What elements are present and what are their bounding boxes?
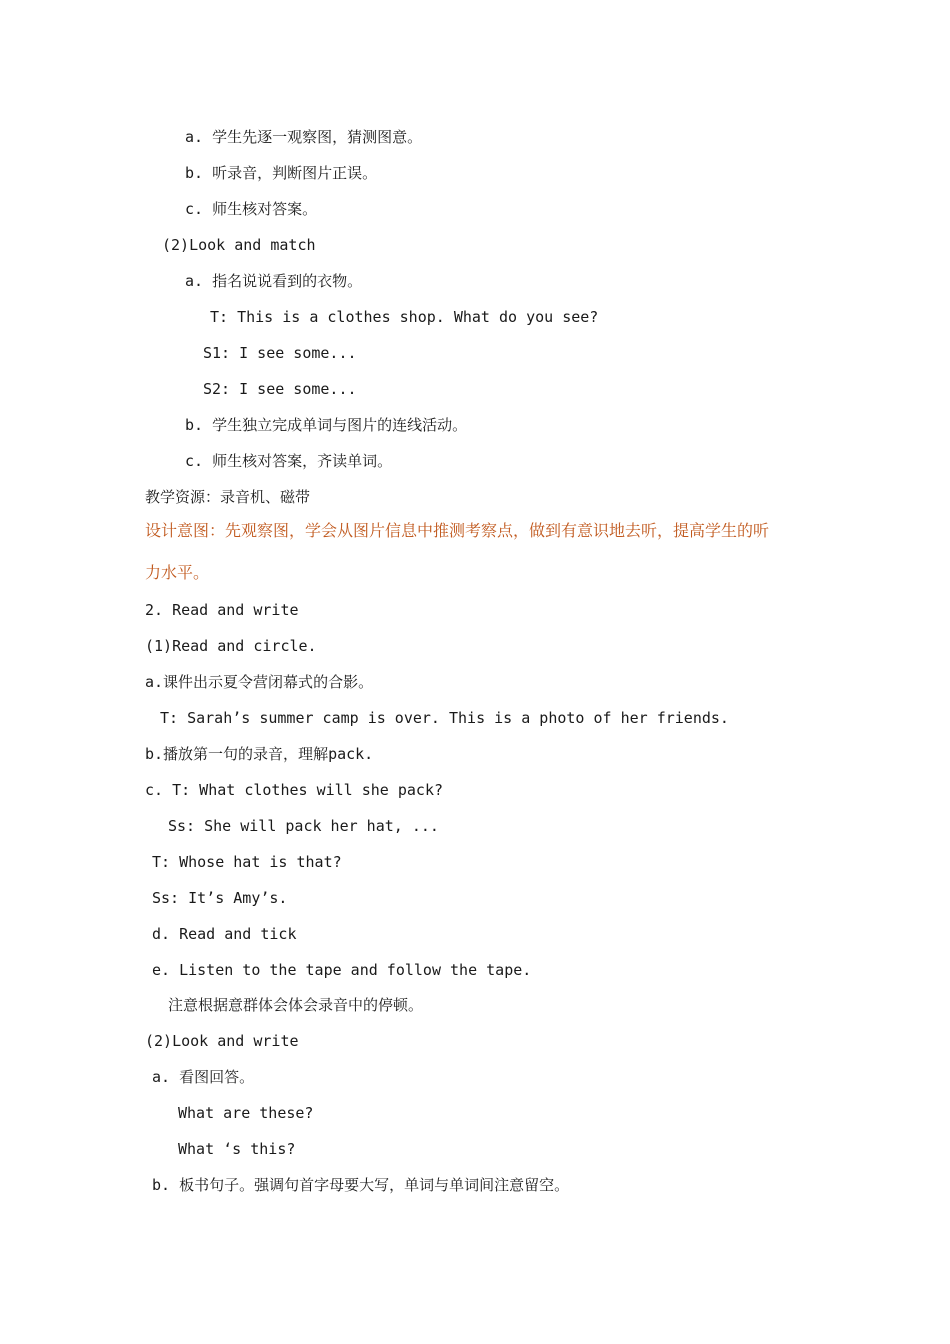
match-step-b: b. 学生独立完成单词与图片的连线活动。 bbox=[185, 416, 468, 434]
teacher-whose-hat: T: Whose hat is that? bbox=[152, 853, 342, 871]
read-and-circle-heading: (1)Read and circle. bbox=[145, 637, 317, 655]
write-step-b: b. 板书句子。强调句首字母要大写，单词与单词间注意留空。 bbox=[152, 1176, 570, 1194]
look-and-match-heading: (2)Look and match bbox=[162, 236, 316, 254]
students-answer-hat: Ss: She will pack her hat, ... bbox=[168, 817, 439, 835]
read-and-write-heading: 2. Read and write bbox=[145, 601, 299, 619]
question-this: What ‘s this? bbox=[178, 1140, 296, 1158]
look-and-write-heading: (2)Look and write bbox=[145, 1032, 299, 1050]
match-step-c: c. 师生核对答案，齐读单词。 bbox=[185, 452, 393, 470]
teaching-resources: 教学资源：录音机、磁带 bbox=[145, 488, 311, 506]
step-e-listen: e. Listen to the tape and follow the tape. bbox=[152, 961, 532, 979]
match-step-a: a. 指名说说看到的衣物。 bbox=[185, 272, 363, 290]
dialog-s2: S2: I see some... bbox=[203, 380, 357, 398]
circle-step-c: c. T: What clothes will she pack? bbox=[145, 781, 444, 799]
step-d-read-and-tick: d. Read and tick bbox=[152, 925, 297, 943]
step-a-observe: a. 学生先逐一观察图，猜测图意。 bbox=[185, 128, 423, 146]
step-b-listen: b. 听录音，判断图片正误。 bbox=[185, 164, 378, 182]
dialog-s1: S1: I see some... bbox=[203, 344, 357, 362]
pause-note: 注意根据意群体会体会录音中的停顿。 bbox=[168, 996, 424, 1014]
circle-teacher-line: T: Sarah’s summer camp is over. This is a photo of her friends. bbox=[160, 709, 729, 727]
design-intent-line-2: 力水平。 bbox=[145, 563, 210, 582]
dialog-teacher: T: This is a clothes shop. What do you see? bbox=[210, 308, 599, 326]
step-c-check: c. 师生核对答案。 bbox=[185, 200, 318, 218]
circle-step-a: a.课件出示夏令营闭幕式的合影。 bbox=[145, 673, 374, 691]
students-answer-amy: Ss: It’s Amy’s. bbox=[152, 889, 288, 907]
design-intent-line-1: 设计意图：先观察图，学会从图片信息中推测考察点，做到有意识地去听，提高学生的听 bbox=[145, 521, 770, 540]
circle-step-b: b.播放第一句的录音，理解pack. bbox=[145, 745, 374, 763]
write-step-a: a. 看图回答。 bbox=[152, 1068, 255, 1086]
question-these: What are these? bbox=[178, 1104, 314, 1122]
